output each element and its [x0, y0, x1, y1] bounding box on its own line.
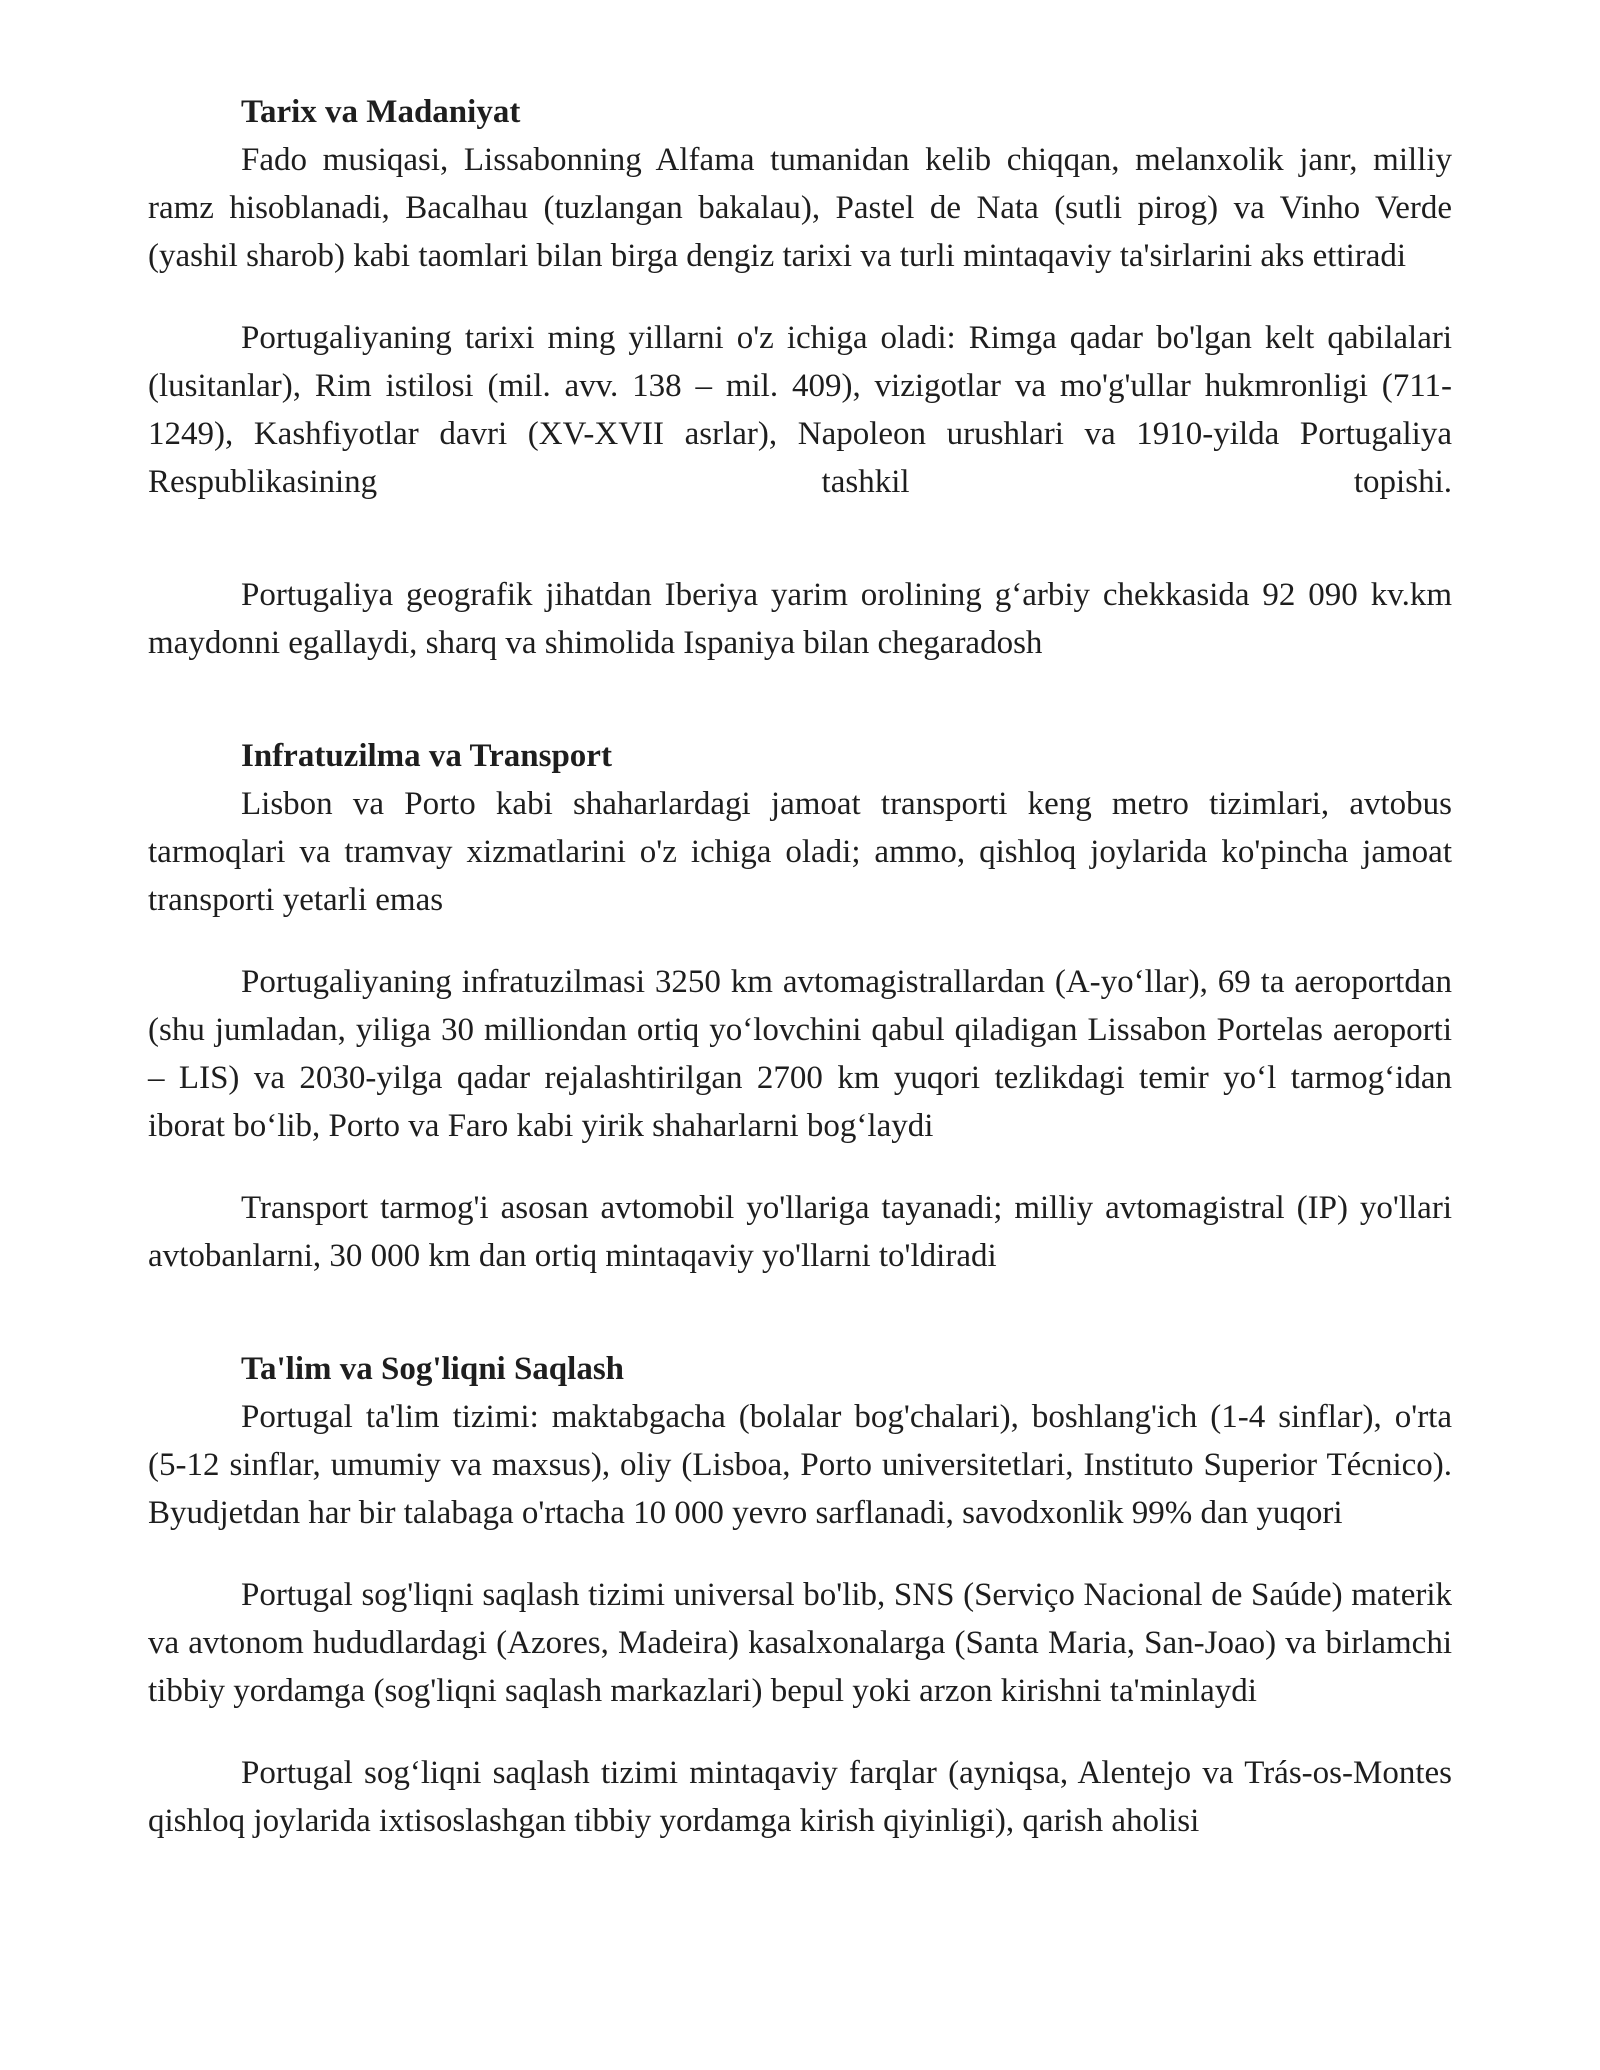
section-heading-education-health: Ta'lim va Sog'liqni Saqlash — [241, 1351, 625, 1387]
paragraph-spacer — [148, 280, 1452, 314]
section-spacer — [148, 1280, 1452, 1345]
paragraph-public-transport: Lisbon va Porto kabi shaharlardagi jamoat transporti keng metro tizimlari, avtobus tarmoqlari va tramvay xizmatlarini o'z ichiga oladi; ammo, qishloq joylarida ko'pincha jamoat transporti yetarli emas — [148, 786, 1452, 918]
paragraph-road-network: Transport tarmog'i asosan avtomobil yo'llariga tayanadi; milliy avtomagistral (IP) yo'llari avtobanlarni, 30 000 km dan ortiq mintaqaviy yo'llarni to'ldiradi — [148, 1190, 1452, 1274]
paragraph-education: Portugal ta'lim tizimi: maktabgacha (bolalar bog'chalari), boshlang'ich (1-4 sinflar), o'rta (5-12 sinflar, umumiy va maxsus), oliy (Lisboa, Porto universitetlari, Instituto Superior Técnico). Byudjetdan har bir talabaga o'rtacha 10 000 yevro sarflanadi, savodxonlik 99% dan yuqori — [148, 1399, 1452, 1531]
paragraph-fado-culture: Fado musiqasi, Lissabonning Alfama tumanidan kelib chiqqan, melanxolik janr, milliy ramz hisoblanadi, Bacalhau (tuzlangan bakalau), Pastel de Nata (sutli pirog) va Vinho Verde (yashil sharob) kabi taomlari bilan birga dengiz tarixi va turli mintaqaviy ta'sirlarini aks ettiradi — [148, 142, 1452, 274]
paragraph-spacer — [148, 1537, 1452, 1571]
paragraph-spacer — [148, 1150, 1452, 1184]
paragraph-spacer — [148, 924, 1452, 958]
section-heading-history: Tarix va Madaniyat — [241, 94, 521, 130]
paragraph-spacer — [148, 506, 1452, 571]
paragraph-geography: Portugaliya geografik jihatdan Iberiya yarim orolining g‘arbiy chekkasida 92 090 kv.km maydonni egallaydi, sharq va shimolida Ispaniya bilan chegaradosh — [148, 577, 1452, 661]
paragraph-spacer — [148, 1715, 1452, 1749]
section-spacer — [148, 667, 1452, 732]
paragraph-infrastructure: Portugaliyaning infratuzilmasi 3250 km avtomagistrallardan (A-yo‘llar), 69 ta aeroportdan (shu jumladan, yiliga 30 milliondan ortiq yo‘lovchini qabul qiladigan Lissabon Portelas aeroporti – LIS) va 2030-yilga qadar rejalashtirilgan 2700 km yuqori tezlikdagi temir yo‘l tarmog‘idan iborat bo‘lib, Porto va Faro kabi yirik shaharlarni bog‘laydi — [148, 964, 1452, 1144]
section-heading-infrastructure: Infratuzilma va Transport — [241, 738, 612, 774]
paragraph-history: Portugaliyaning tarixi ming yillarni o'z ichiga oladi: Rimga qadar bo'lgan kelt qabilalari (lusitanlar), Rim istilosi (mil. avv. 138 – mil. 409), vizigotlar va mo'g'ullar hukmronligi (711-1249), Kashfiyotlar davri (XV-XVII asrlar), Napoleon urushlari va 1910-yilda Portugaliya Respublikasining tashkil topishi. — [148, 320, 1452, 500]
paragraph-healthcare-regional: Portugal sog‘liqni saqlash tizimi mintaqaviy farqlar (ayniqsa, Alentejo va Trás-os-Montes qishloq joylarida ixtisoslashgan tibbiy yordamga kirish qiyinligi), qarish aholisi — [148, 1755, 1452, 1839]
paragraph-healthcare: Portugal sog'liqni saqlash tizimi universal bo'lib, SNS (Serviço Nacional de Saúde) materik va avtonom hududlardagi (Azores, Madeira) kasalxonalarga (Santa Maria, San-Joao) va birlamchi tibbiy yordamga (sog'liqni saqlash markazlari) bepul yoki arzon kirishni ta'minlaydi — [148, 1577, 1452, 1709]
